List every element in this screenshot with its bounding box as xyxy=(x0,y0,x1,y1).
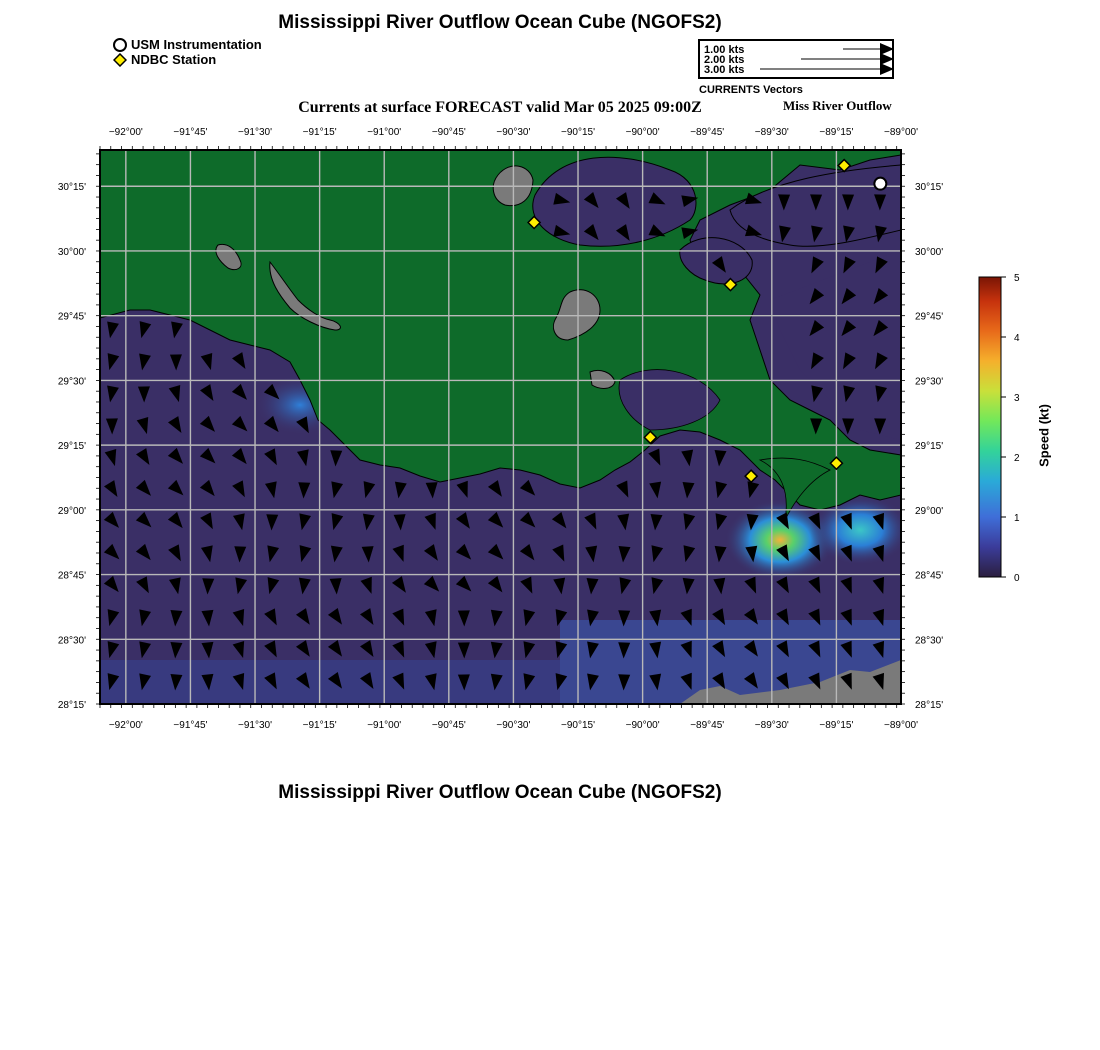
colorbar-label: Speed (kt) xyxy=(1036,404,1052,467)
lon-tick-label: −89°15' xyxy=(819,720,854,731)
lon-tick-label: −90°00' xyxy=(625,127,660,138)
lon-tick-label: −91°00' xyxy=(367,720,402,731)
lat-tick-label: 29°30' xyxy=(57,376,86,388)
lon-tick-label: −90°15' xyxy=(561,720,596,731)
lon-tick-label: −89°30' xyxy=(754,127,789,138)
lat-labels-right xyxy=(915,182,943,711)
colorbar-tick-label: 3 xyxy=(1014,393,1020,404)
lat-tick-label: 28°15' xyxy=(915,700,944,711)
lat-tick-label: 29°30' xyxy=(915,376,944,388)
lon-tick-label: −90°15' xyxy=(561,127,596,138)
lon-tick-label: −89°00' xyxy=(884,127,918,138)
lon-labels-bottom xyxy=(109,720,918,731)
colorbar-tick-label: 4 xyxy=(1014,333,1020,344)
lon-tick-label: −90°45' xyxy=(431,127,466,138)
lon-tick-label: −91°00' xyxy=(367,127,402,138)
lat-tick-label: 29°45' xyxy=(57,311,86,323)
vector-key-row: 3.00 kts xyxy=(704,64,745,76)
colorbar-tick-label: 1 xyxy=(1014,513,1020,524)
area-label: Miss River Outflow xyxy=(783,98,892,113)
lon-tick-label: −92°00' xyxy=(108,720,143,731)
lon-tick-label: −91°15' xyxy=(302,127,337,138)
lat-tick-label: 29°15' xyxy=(57,441,86,453)
lon-tick-label: −90°00' xyxy=(625,720,660,731)
colorbar-ticks xyxy=(1001,273,1020,584)
lat-tick-label: 28°45' xyxy=(915,570,944,582)
lon-tick-label: −90°30' xyxy=(496,127,531,138)
lat-tick-label: 29°00' xyxy=(57,505,86,517)
legend-usm-label: USM Instrumentation xyxy=(131,37,262,52)
forecast-subtitle: Currents at surface FORECAST valid Mar 05 2025 09:00Z xyxy=(298,99,702,116)
lat-tick-label: 30°15' xyxy=(57,182,86,194)
lat-labels-left xyxy=(58,182,86,711)
chart-title: Mississippi River Outflow Ocean Cube (NGOFS2) xyxy=(278,12,722,33)
lat-tick-label: 29°15' xyxy=(915,441,944,453)
lon-tick-label: −90°45' xyxy=(431,720,466,731)
lon-tick-label: −91°45' xyxy=(173,127,208,138)
lat-tick-label: 30°00' xyxy=(915,246,944,258)
colorbar-tick-label: 5 xyxy=(1014,273,1020,284)
colorbar-tick-label: 0 xyxy=(1014,573,1020,584)
lat-tick-label: 28°30' xyxy=(57,635,86,647)
lon-labels-top xyxy=(109,127,918,138)
colorbar xyxy=(979,277,1001,577)
lat-tick-label: 28°45' xyxy=(57,570,86,582)
lon-tick-label: −89°00' xyxy=(884,720,918,731)
usm-station-marker xyxy=(874,178,886,190)
lon-tick-label: −92°00' xyxy=(108,127,143,138)
lat-tick-label: 29°45' xyxy=(915,311,944,323)
lon-tick-label: −89°45' xyxy=(690,127,725,138)
vector-key-row: 2.00 kts xyxy=(704,54,745,66)
lon-tick-label: −89°45' xyxy=(690,720,725,731)
lon-tick-label: −89°15' xyxy=(819,127,854,138)
lon-tick-label: −90°30' xyxy=(496,720,531,731)
vector-key-caption: CURRENTS Vectors xyxy=(699,84,803,96)
lon-tick-label: −91°30' xyxy=(238,127,273,138)
lat-tick-label: 29°00' xyxy=(915,505,944,517)
legend-ndbc-label: NDBC Station xyxy=(131,52,217,67)
vector-key-row: 1.00 kts xyxy=(704,44,745,56)
lat-tick-label: 28°15' xyxy=(57,700,86,711)
lon-tick-label: −91°45' xyxy=(173,720,208,731)
lon-tick-label: −91°30' xyxy=(238,720,273,731)
lat-tick-label: 28°30' xyxy=(915,635,944,647)
lon-tick-label: −89°30' xyxy=(754,720,789,731)
lat-tick-label: 30°15' xyxy=(915,182,944,194)
lon-tick-label: −91°15' xyxy=(302,720,337,731)
colorbar-tick-label: 2 xyxy=(1014,453,1020,464)
chart-title-bottom: Mississippi River Outflow Ocean Cube (NGOFS2) xyxy=(278,782,722,803)
lat-tick-label: 30°00' xyxy=(57,246,86,258)
